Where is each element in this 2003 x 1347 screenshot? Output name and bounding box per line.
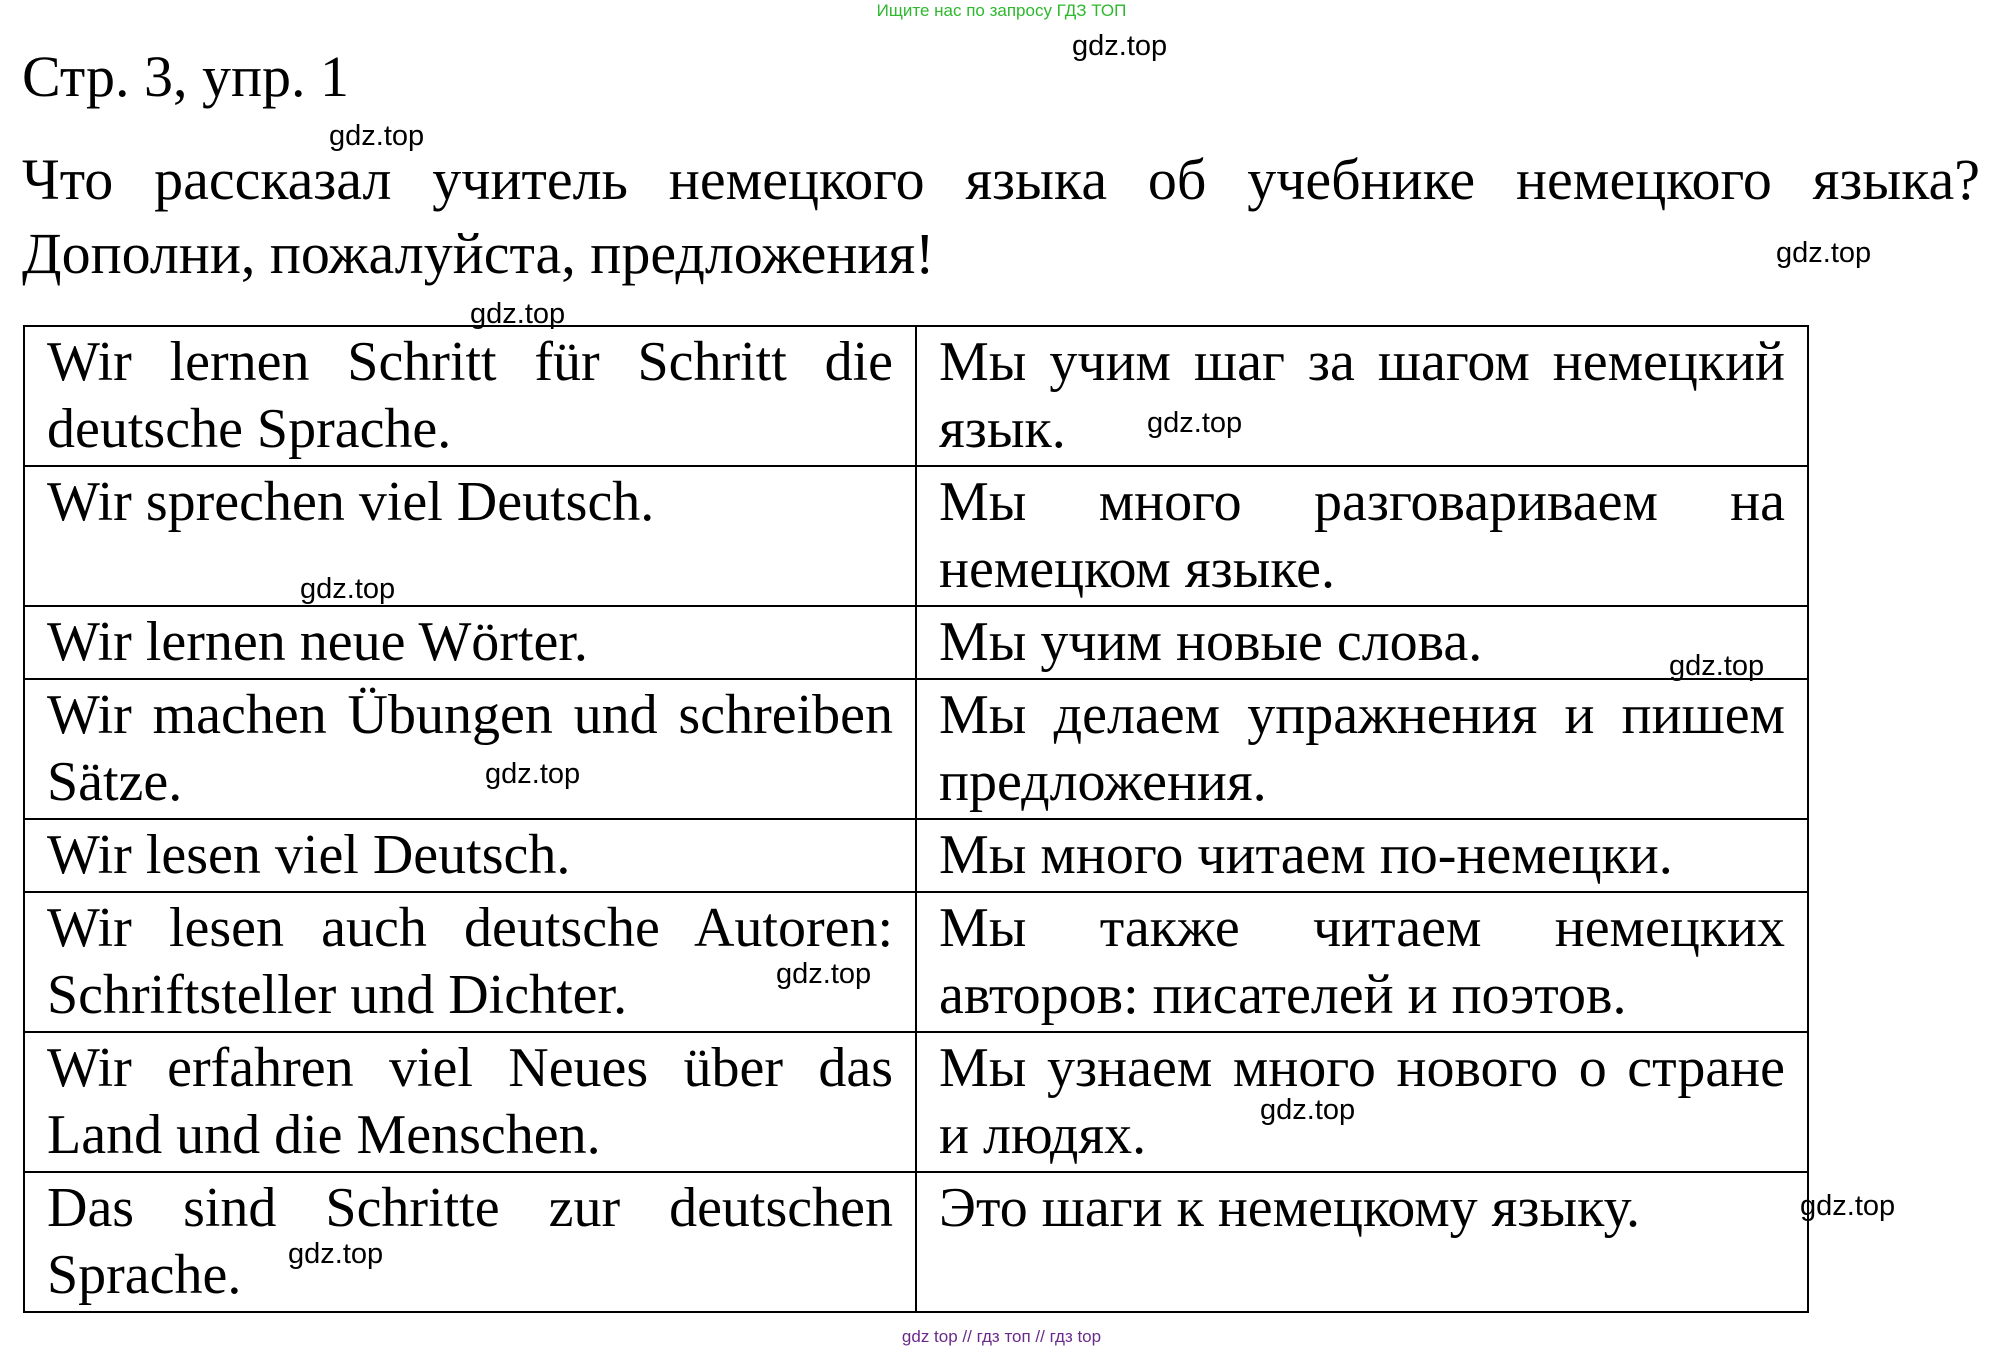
russian-cell: Мы учим шаг за шагом немецкий язык. bbox=[916, 326, 1808, 466]
german-cell: Das sind Schritte zur deutschen Sprache. bbox=[24, 1172, 916, 1312]
table-row bbox=[24, 819, 1808, 892]
german-cell: Wir lernen Schritt für Schritt die deutsche Sprache. bbox=[24, 326, 916, 466]
german-cell: Wir lernen neue Wörter. bbox=[24, 606, 916, 679]
watermark: gdz.top bbox=[776, 958, 872, 990]
table-row bbox=[24, 466, 1808, 606]
russian-cell: Мы много читаем по-немецки. bbox=[916, 819, 1808, 892]
task-line-1: Что рассказал учитель немецкого языка об учебнике немецкого языка? bbox=[22, 147, 1980, 212]
table-row bbox=[24, 606, 1808, 679]
task-line-2: Дополни, пожалуйста, предложения! bbox=[22, 221, 935, 286]
russian-cell: Мы делаем упражнения и пишем предложения. bbox=[916, 679, 1808, 819]
table-row bbox=[24, 892, 1808, 1032]
watermark: gdz.top bbox=[1800, 1190, 1896, 1222]
watermark: gdz.top bbox=[1776, 237, 1872, 269]
german-cell: Wir lesen auch deutsche Autoren: Schriftsteller und Dichter. bbox=[24, 892, 916, 1032]
german-cell: Wir machen Übungen und schreiben Sätze. bbox=[24, 679, 916, 819]
footer: gdz top // гдз топ // гдз top bbox=[901, 1327, 1102, 1346]
watermark: gdz.top bbox=[470, 298, 566, 330]
russian-cell: Мы много разговариваем на немецком языке. bbox=[916, 466, 1808, 606]
russian-cell: Мы также читаем немецких авторов: писателей и поэтов. bbox=[916, 892, 1808, 1032]
task-text bbox=[22, 143, 1980, 291]
russian-cell: Это шаги к немецкому языку. bbox=[916, 1172, 1808, 1312]
watermark: gdz.top bbox=[300, 573, 396, 605]
watermark: gdz.top bbox=[1260, 1094, 1356, 1126]
watermark: gdz.top bbox=[329, 120, 425, 152]
german-cell: Wir lesen viel Deutsch. bbox=[24, 819, 916, 892]
table-row bbox=[24, 679, 1808, 819]
watermark: gdz.top bbox=[1147, 407, 1243, 439]
russian-cell: Мы узнаем много нового о стране и людях. bbox=[916, 1032, 1808, 1172]
watermark: gdz.top bbox=[1072, 30, 1168, 62]
translation-table bbox=[23, 325, 1809, 1313]
table-row bbox=[24, 1032, 1808, 1172]
watermark: gdz.top bbox=[1669, 650, 1765, 682]
watermark: gdz.top bbox=[288, 1238, 384, 1270]
german-cell: Wir erfahren viel Neues über das Land und die Menschen. bbox=[24, 1032, 916, 1172]
table-row bbox=[24, 326, 1808, 466]
german-cell: Wir sprechen viel Deutsch. bbox=[24, 466, 916, 606]
page-reference: Стр. 3, упр. 1 bbox=[22, 44, 350, 109]
russian-cell: Мы учим новые слова. bbox=[916, 606, 1808, 679]
top-banner: Ищите нас по запросу ГДЗ ТОП bbox=[876, 1, 1127, 20]
watermark: gdz.top bbox=[485, 758, 581, 790]
